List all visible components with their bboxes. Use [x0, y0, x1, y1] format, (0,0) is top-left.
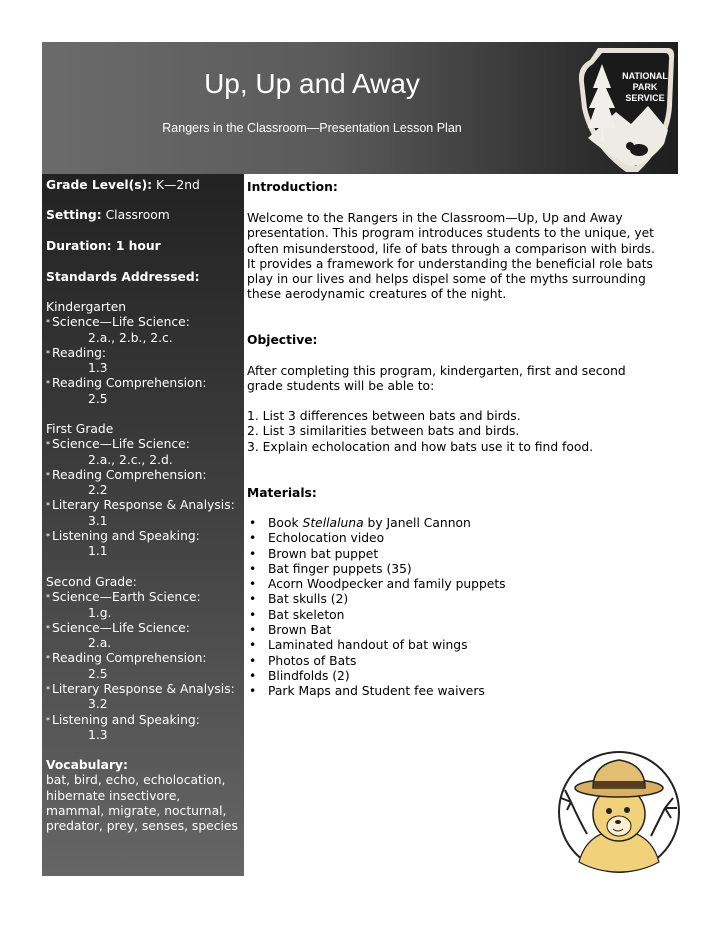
materials-item: • Bat skeleton — [247, 608, 677, 623]
objective-text — [247, 364, 677, 395]
materials-list — [247, 516, 677, 700]
materials-item: • Bat finger puppets (35) — [247, 562, 677, 577]
introduction-text — [247, 211, 677, 303]
materials-item: • Brown bat puppet — [247, 547, 677, 562]
setting — [46, 208, 170, 223]
objective-list — [247, 409, 677, 455]
materials-item: • Laminated handout of bat wings — [247, 638, 677, 653]
duration-text: Duration: 1 hour — [46, 239, 161, 253]
grade-level-label: Grade Level(s): — [46, 178, 153, 192]
g2-item: * Listening and Speaking: — [46, 713, 235, 728]
g1-item: * Science—Life Science: — [46, 437, 235, 452]
g1-item: 3.1 — [88, 513, 108, 528]
logo-text-park: PARK — [632, 82, 658, 92]
objective-line: After completing this program, kindergarten, first and second — [247, 364, 626, 378]
g1-item: 1.1 — [88, 544, 108, 559]
material-book-prefix: Book — [268, 516, 303, 530]
intro-line: presentation. This program introduces students to the unique, yet — [247, 226, 654, 241]
materials-item: • Photos of Bats — [247, 654, 677, 669]
kindergarten-heading: Kindergarten — [46, 300, 127, 314]
materials-heading: Materials: — [247, 486, 317, 500]
intro-line: these aerodynamic creatures of the night. — [247, 287, 507, 302]
intro-line: play in our lives and helps dispel some of the myths surrounding — [247, 272, 646, 287]
g2-item: 2.5 — [88, 666, 108, 681]
g2-item: * Literary Response & Analysis: — [46, 682, 235, 697]
page-title: Up, Up and Away — [204, 68, 420, 99]
first-grade-heading: First Grade — [46, 422, 114, 436]
objective-item: 2. List 3 similarities between bats and birds. — [247, 424, 520, 439]
k-item: 2.5 — [88, 391, 108, 406]
grade-level-value: K—2nd — [152, 178, 200, 192]
g2-item: 1.g. — [88, 605, 112, 620]
first-grade-standards — [46, 422, 235, 560]
k-item: 1.3 — [88, 361, 108, 376]
k-item: * Reading: — [46, 346, 207, 361]
nps-arrowhead-logo-icon — [576, 46, 676, 174]
g1-item: 2.2 — [88, 483, 108, 498]
logo-text-service: SERVICE — [625, 93, 665, 103]
sidebar — [42, 174, 244, 876]
g2-item: * Science—Earth Science: — [46, 590, 235, 605]
g2-item: * Science—Life Science: — [46, 621, 235, 636]
vocabulary-line: bat, bird, echo, echolocation, — [46, 773, 226, 788]
second-grade-heading: Second Grade: — [46, 575, 137, 589]
g2-item: * Reading Comprehension: — [46, 651, 235, 666]
objective-item: 3. Explain echolocation and how bats use it to find food. — [247, 439, 594, 454]
setting-label: Setting: — [46, 208, 102, 222]
vocabulary-line: predator, prey, senses, species — [46, 819, 238, 834]
materials-item: • Echolocation video — [247, 531, 677, 546]
setting-value: Classroom — [101, 208, 170, 222]
g2-item: 2.a. — [88, 636, 112, 651]
intro-line: often misunderstood, life of bats through a comparison with birds. — [247, 241, 655, 256]
intro-line: Welcome to the Rangers in the Classroom—Up, Up and Away — [247, 211, 623, 225]
g1-item: 2.a., 2.c., 2.d. — [88, 452, 173, 467]
kindergarten-standards — [46, 300, 207, 407]
vocabulary — [46, 758, 238, 834]
materials-item — [247, 516, 677, 531]
header-banner — [42, 42, 678, 174]
g2-item: 3.2 — [88, 697, 108, 712]
vocabulary-line: mammal, migrate, nocturnal, — [46, 803, 227, 818]
materials-item: • Blindfolds (2) — [247, 669, 677, 684]
g1-item: * Listening and Speaking: — [46, 529, 235, 544]
objective-item: 1. List 3 differences between bats and birds. — [247, 409, 521, 423]
materials-item: • Brown Bat — [247, 623, 677, 638]
logo-text-national: NATIONAL — [622, 71, 668, 81]
material-book-author: by Janell Cannon — [363, 516, 471, 530]
materials-item: • Bat skulls (2) — [247, 592, 677, 607]
k-item: 2.a., 2.b., 2.c. — [88, 330, 173, 345]
standards-label: Standards Addressed: — [46, 270, 200, 284]
objective-heading: Objective: — [247, 333, 318, 347]
g1-item: * Reading Comprehension: — [46, 468, 235, 483]
materials-item: • Acorn Woodpecker and family puppets — [247, 577, 677, 592]
materials-item: • Park Maps and Student fee waivers — [247, 684, 677, 699]
k-item: * Reading Comprehension: — [46, 376, 207, 391]
second-grade-standards — [46, 575, 235, 743]
junior-ranger-bat-mascot-icon — [557, 750, 681, 874]
introduction-heading: Introduction: — [247, 180, 338, 194]
standards-heading — [46, 270, 200, 285]
material-book-title: Stellaluna — [302, 516, 364, 530]
duration — [46, 239, 161, 254]
vocabulary-line: hibernate insectivore, — [46, 788, 181, 803]
g1-item: * Literary Response & Analysis: — [46, 498, 235, 513]
k-item: * Science—Life Science: — [46, 315, 207, 330]
g2-item: 1.3 — [88, 727, 108, 742]
objective-line: grade students will be able to: — [247, 379, 435, 394]
grade-level — [46, 178, 200, 193]
page-subtitle: Rangers in the Classroom—Presentation Lesson Plan — [162, 121, 462, 135]
intro-line: It provides a framework for understanding the beneficial role bats — [247, 256, 653, 271]
vocabulary-label: Vocabulary: — [46, 758, 128, 772]
